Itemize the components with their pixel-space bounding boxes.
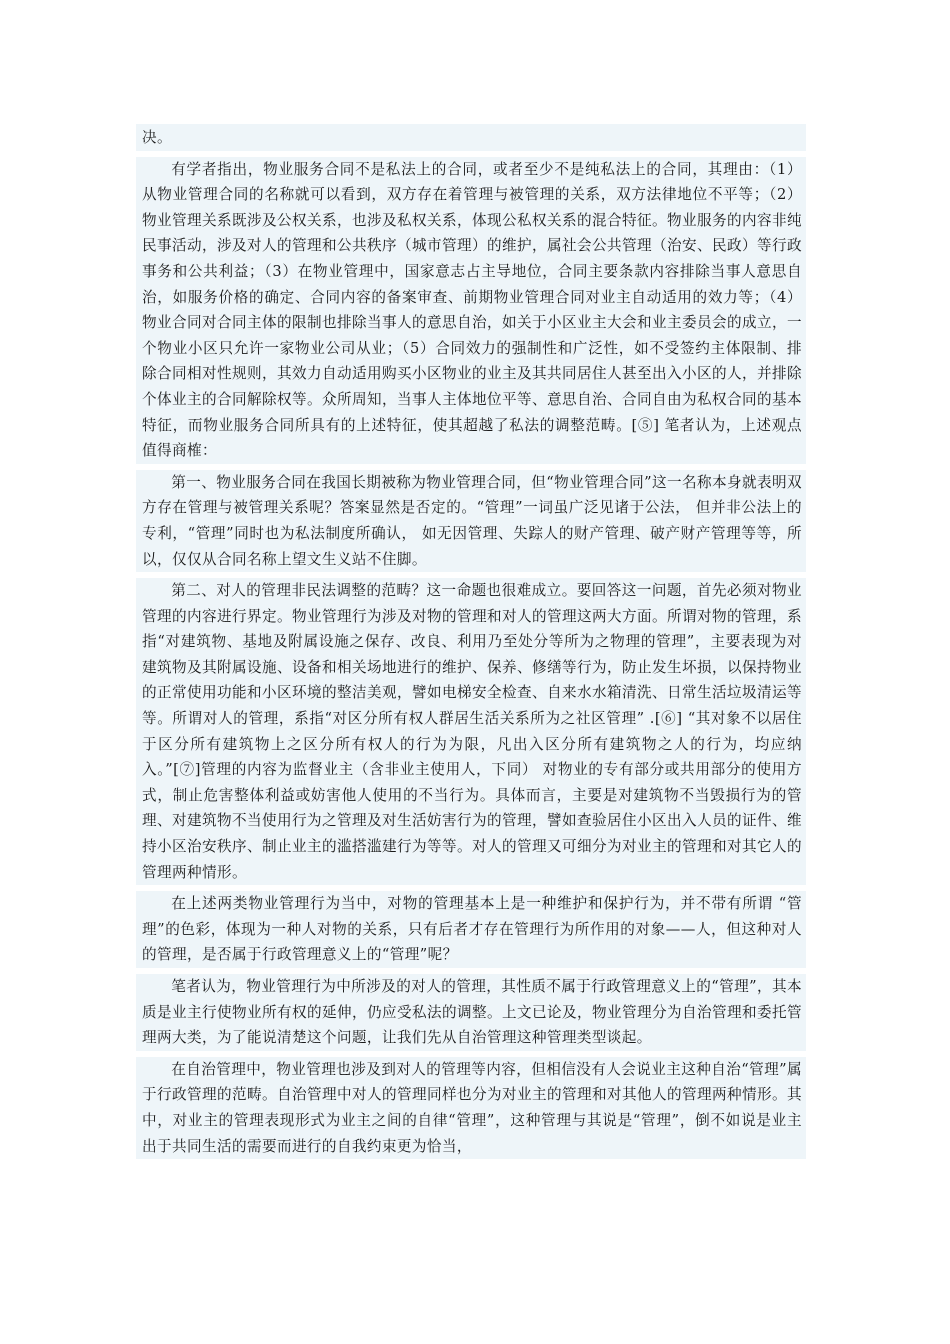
paragraph-continuation: 决。 xyxy=(136,124,806,151)
paragraph-self-governance: 在自治管理中，物业管理也涉及到对人的管理等内容，但相信没有人会说业主这种自治“管理”属于行政管理的范畴。自治管理中对人的管理同样也分为对业主的管理和对其他人的管理两种情形。其中，对业主的管理表现形式为业主之间的自律“管理”，这种管理与其说是“管理”，倒不如说是业主出于共同生活的需要而进行的自我约束更为恰当， xyxy=(136,1057,806,1159)
paragraph-two-types: 在上述两类物业管理行为当中，对物的管理基本上是一种维护和保护行为，并不带有所谓 “管理”的色彩，体现为一种人对物的关系，只有后者才存在管理行为所作用的对象——人，但这种对人的管理，是否属于行政管理意义上的“管理”呢？ xyxy=(136,891,806,968)
paragraph-scholar-view: 有学者指出，物业服务合同不是私法上的合同，或者至少不是纯私法上的合同，其理由：（1）从物业管理合同的名称就可以看到，双方存在着管理与被管理的关系，双方法律地位不平等；（2）物业管理关系既涉及公权关系，也涉及私权关系，体现公私权关系的混合特征。物业服务的内容非纯民事活动，涉及对人的管理和公共秩序（城市管理）的维护，属社会公共管理（治安、民政）等行政事务和公共利益；（3）在物业管理中，国家意志占主导地位，合同主要条款内容排除当事人意思自治，如服务价格的确定、合同内容的备案审查、前期物业管理合同对业主自动适用的效力等；（4）物业合同对合同主体的限制也排除当事人的意思自治，如关于小区业主大会和业主委员会的成立，一个物业小区只允许一家物业公司从业；（5）合同效力的强制性和广泛性，如不受签约主体限制、排除合同相对性规则，其效力自动适用购买小区物业的业主及其共同居住人甚至出入小区的人，并排除个体业主的合同解除权等。众所周知，当事人主体地位平等、意思自治、合同自由为私权合同的基本特征，而物业服务合同所具有的上述特征，使其超越了私法的调整范畴。[⑤] 笔者认为，上述观点值得商榷： xyxy=(136,157,806,464)
paragraph-author-view: 笔者认为，物业管理行为中所涉及的对人的管理，其性质不属于行政管理意义上的“管理”，其本质是业主行使物业所有权的延伸，仍应受私法的调整。上文已论及，物业管理分为自治管理和委托管理两大类，为了能说清楚这个问题，让我们先从自治管理这种管理类型谈起。 xyxy=(136,974,806,1051)
paragraph-second-point: 第二、对人的管理非民法调整的范畴？这一命题也很难成立。要回答这一问题，首先必须对物业管理的内容进行界定。物业管理行为涉及对物的管理和对人的管理这两大方面。所谓对物的管理，系指“对建筑物、基地及附属设施之保存、改良、利用乃至处分等所为之物理的管理”，主要表现为对建筑物及其附属设施、设备和相关场地进行的维护、保养、修缮等行为，防止发生坏损，以保持物业的正常使用功能和小区环境的整洁美观，譬如电梯安全检查、自来水水箱清洗、日常生活垃圾清运等等。所谓对人的管理，系指“对区分所有权人群居生活关系所为之社区管理” .[⑥] “其对象不以居住于区分所有建筑物上之区分所有权人的行为为限，凡出入区分所有建筑物之人的行为，均应纳入。”[⑦]管理的内容为监督业主（含非业主使用人，下同） 对物业的专有部分或共用部分的使用方式，制止危害整体利益或妨害他人使用的不当行为。具体而言，主要是对建筑物不当毁损行为的管理、对建筑物不当使用行为之管理及对生活妨害行为的管理，譬如查验居住小区出入人员的证件、维持小区治安秩序、制止业主的滥搭滥建行为等等。对人的管理又可细分为对业主的管理和对其它人的管理两种情形。 xyxy=(136,578,806,885)
paragraph-first-point: 第一、物业服务合同在我国长期被称为物业管理合同，但“物业管理合同”这一名称本身就表明双方存在管理与被管理关系呢？答案显然是否定的。“管理”一词虽广泛见诸于公法， 但并非公法上的专利，“管理”同时也为私法制度所确认， 如无因管理、失踪人的财产管理、破产财产管理等等，所以，仅仅从合同名称上望文生义站不住脚。 xyxy=(136,470,806,572)
document-page xyxy=(136,124,806,1165)
